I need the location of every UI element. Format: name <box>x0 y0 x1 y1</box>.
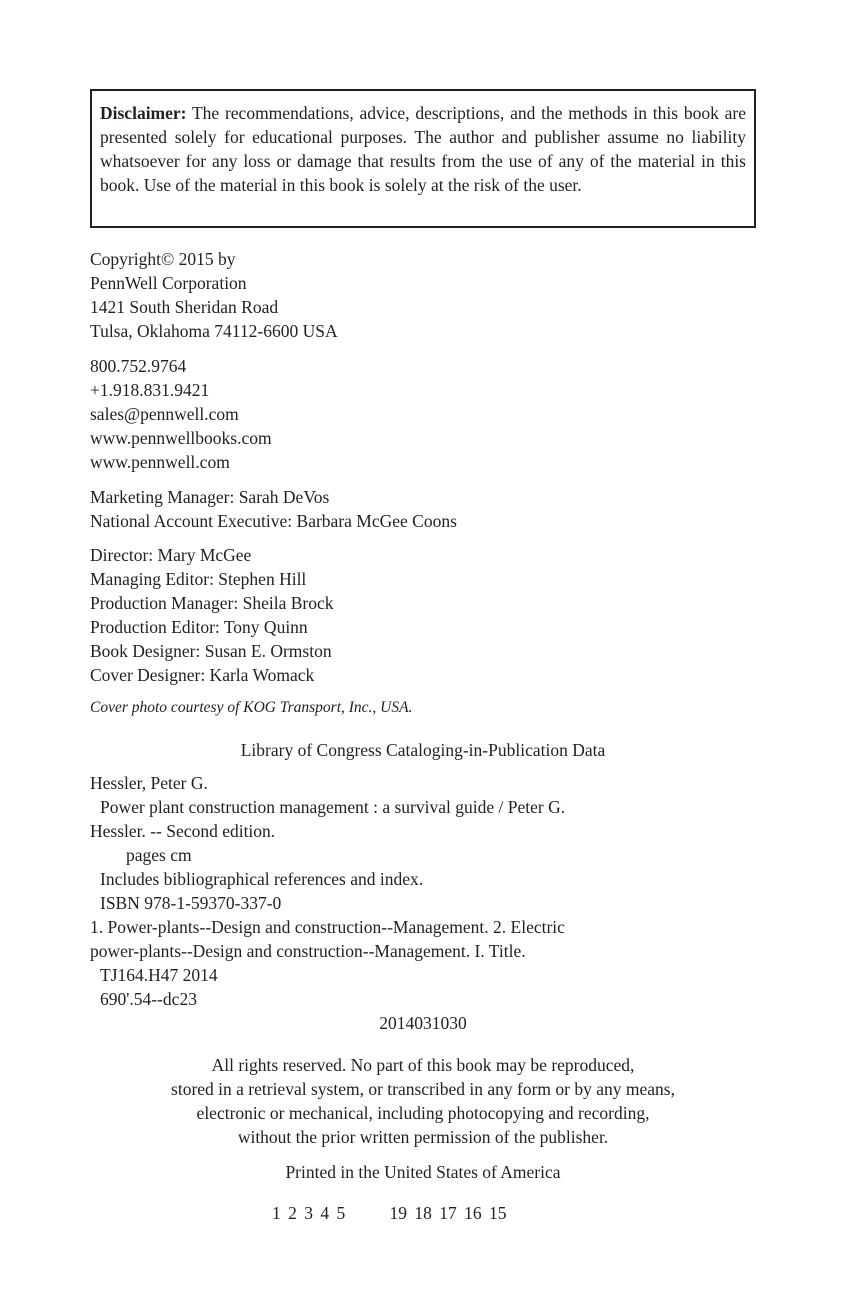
staff-line: National Account Executive: Barbara McGee Coons <box>90 511 457 531</box>
disclaimer-box <box>90 89 756 228</box>
staff-line: Production Manager: Sheila Brock <box>90 593 334 613</box>
cip-record <box>90 771 770 1011</box>
contact-block <box>90 354 760 474</box>
rights-line: electronic or mechanical, including photocopying and recording, <box>196 1103 650 1123</box>
rights-statement <box>90 1053 756 1149</box>
production-staff-block <box>90 543 760 687</box>
disclaimer-text: The recommendations, advice, descriptions, and the methods in this book are presented solely for educational purposes. The author and publisher assume no liability whatsoever for any loss or damage that results from the use of any of the material in this book. Use of the material in this book is solely at the risk of the user. <box>100 103 746 195</box>
cip-bibliography: Includes bibliographical references and index. <box>100 869 424 889</box>
website-books: www.pennwellbooks.com <box>90 428 272 448</box>
staff-line: Marketing Manager: Sarah DeVos <box>90 487 330 507</box>
rights-line: without the prior written permission of the publisher. <box>237 1127 609 1147</box>
cip-dewey: 690'.54--dc23 <box>100 989 197 1009</box>
staff-line: Managing Editor: Stephen Hill <box>90 569 307 589</box>
printed-in: Printed in the United States of America <box>285 1162 561 1182</box>
publisher-name: PennWell Corporation <box>90 273 247 293</box>
publisher-city: Tulsa, Oklahoma 74112-6600 USA <box>90 321 338 341</box>
sales-staff-block <box>90 485 760 533</box>
cip-lccn: 2014031030 <box>379 1013 467 1033</box>
cip-title-line: Power plant construction management : a survival guide / Peter G. <box>100 797 566 817</box>
cover-photo-credit: Cover photo courtesy of KOG Transport, Inc., USA. <box>90 699 413 716</box>
cip-title-line: Hessler. -- Second edition. <box>90 821 276 841</box>
cip-subjects-line: 1. Power-plants--Design and construction--Management. 2. Electric <box>90 917 565 937</box>
phone-international: +1.918.831.9421 <box>90 380 210 400</box>
disclaimer-label: Disclaimer: <box>100 103 187 123</box>
staff-line: Director: Mary McGee <box>90 545 252 565</box>
staff-line: Book Designer: Susan E. Ormston <box>90 641 332 661</box>
rights-line: All rights reserved. No part of this book may be reproduced, <box>211 1055 635 1075</box>
website-main: www.pennwell.com <box>90 452 230 472</box>
publisher-street: 1421 South Sheridan Road <box>90 297 279 317</box>
email-address: sales@pennwell.com <box>90 404 239 424</box>
copyright-line: Copyright© 2015 by <box>90 249 236 269</box>
staff-line: Cover Designer: Karla Womack <box>90 665 315 685</box>
phone-tollfree: 800.752.9764 <box>90 356 187 376</box>
staff-line: Production Editor: Tony Quinn <box>90 617 308 637</box>
cip-pages: pages cm <box>126 845 192 865</box>
printing-number-line: 1 2 3 4 5 19 18 17 16 15 <box>272 1203 507 1223</box>
cip-author: Hessler, Peter G. <box>90 773 208 793</box>
cip-isbn: ISBN 978-1-59370-337-0 <box>100 893 282 913</box>
publisher-address <box>90 247 760 343</box>
cip-heading: Library of Congress Cataloging-in-Publication Data <box>240 740 606 760</box>
cip-lc-class: TJ164.H47 2014 <box>100 965 218 985</box>
cip-subjects-line: power-plants--Design and construction--Management. I. Title. <box>90 941 526 961</box>
rights-line: stored in a retrieval system, or transcribed in any form or by any means, <box>171 1079 675 1099</box>
